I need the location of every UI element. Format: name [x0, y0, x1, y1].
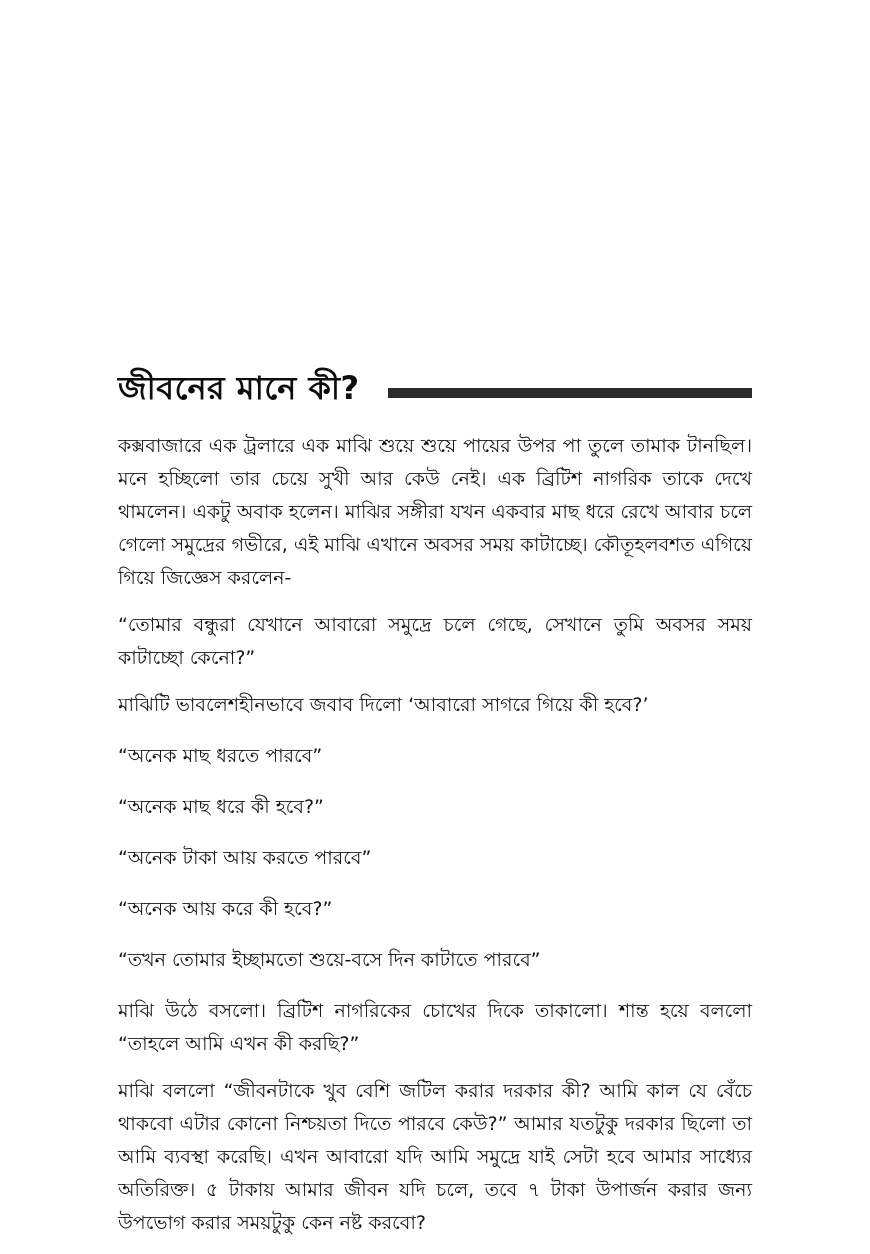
- paragraph-intro: কক্সবাজারে এক ট্রলারে এক মাঝি শুয়ে শুয়ে পায়ের উপর পা তুলে তামাক টানছিল। মনে হচ্ছিলো তার চেয়ে সুখী আর কেউ নেই। এক ব্রিটিশ নাগরিক তাকে দেখে থামলেন। একটু অবাক হলেন। মাঝির সঙ্গীরা যখন একবার মাছ ধরে রেখে আবার চলে গেলো সমুদ্রের গভীরে, এই মাঝি এখানে অবসর সময় কাটাচ্ছে। কৌতূহলবশত এগিয়ে গিয়ে জিজ্ঞেস করলেন-: [118, 435, 752, 589]
- paragraph-boatman-sits: মাঝি উঠে বসলো। ব্রিটিশ নাগরিকের চোখের দিকে তাকালো। শান্ত হয়ে বললো “তাহলে আমি এখন কী করছি?”: [118, 1000, 752, 1055]
- story-body: [118, 430, 752, 1254]
- paragraph-reply: মাঝিটি ভাবলেশহীনভাবে জবাব দিলো ‘আবারো সাগরে গিয়ে কী হবে?’: [118, 694, 649, 716]
- dialogue-line: “অনেক মাছ ধরে কী হবে?”: [118, 796, 324, 818]
- dialogue-line: “অনেক মাছ ধরতে পারবে”: [118, 745, 323, 767]
- dialogue-line: “অনেক টাকা আয় করতে পারবে”: [118, 847, 372, 869]
- chapter-title: জীবনের মানে কী?: [118, 369, 360, 407]
- dialogue-line: “তখন তোমার ইচ্ছামতো শুয়ে-বসে দিন কাটাতে পারবে”: [118, 949, 541, 971]
- paragraph-question: “তোমার বন্ধুরা যেখানে আবারো সমুদ্রে চলে গেছে, সেখানে তুমি অবসর সময় কাটাচ্ছো কেনো?”: [118, 614, 752, 669]
- title-rule: [388, 388, 752, 398]
- chapter-heading: [118, 360, 752, 420]
- paragraph-conclusion: মাঝি বললো “জীবনটাকে খুব বেশি জটিল করার দরকার কী? আমি কাল যে বেঁচে থাকবো এটার কোনো নিশ্চয়তা দিতে পারবে কেউ?” আমার যতটুকু দরকার ছিলো তা আমি ব্যবস্থা করেছি। এখন আবারো যদি আমি সমুদ্রে যাই সেটা হবে আমার সাধ্যের অতিরিক্ত। ৫ টাকায় আমার জীবন যদি চলে, তবে ৭ টাকা উপার্জন করার জন্য উপভোগ করার সময়টুকু কেন নষ্ট করবো?: [118, 1080, 752, 1234]
- dialogue-line: “অনেক আয় করে কী হবে?”: [118, 898, 333, 920]
